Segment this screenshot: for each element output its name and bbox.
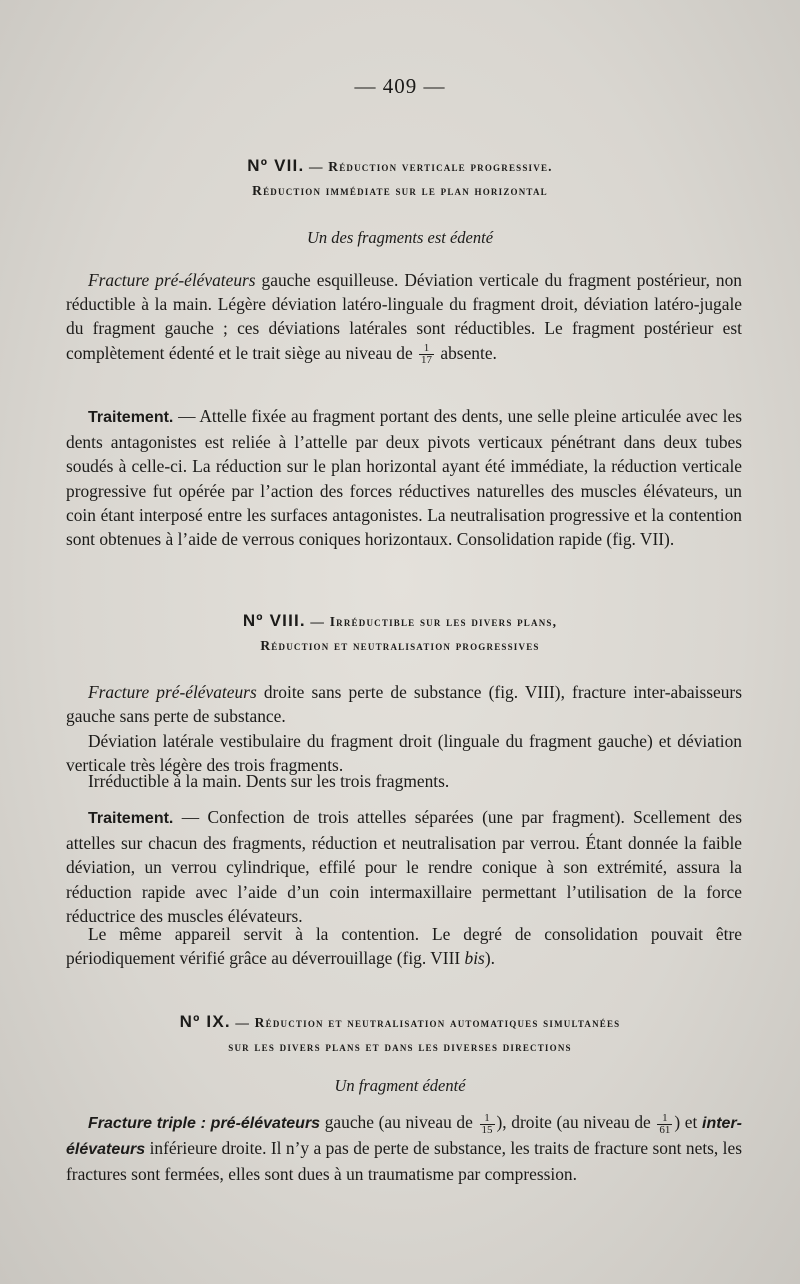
section-9-heading bbox=[0, 1012, 800, 1032]
section-7-paragraph-1: Fracture pré-élévateurs gauche esquilleuse. Déviation verticale du fragment postérieur, non réductible à la main. Légère déviation latéro-linguale du fragment droit, déviation latéro-jugale du fragment gauche ; ces déviations latérales sont réductibles. Le fragment postérieur est complètement édenté et le trait siège au niveau de $\frac{1}{17}$ absente. bbox=[66, 270, 742, 367]
treatment-label: Traitement. bbox=[88, 810, 174, 827]
section-7-number: Nº VII. bbox=[247, 156, 305, 175]
fracture-label: Fracture pré-élévateurs bbox=[88, 270, 256, 290]
fracture-label: Fracture pré-élévateurs bbox=[88, 682, 257, 702]
section-8-paragraph-3: Irréductible à la main. Dents sur les trois fragments. bbox=[88, 771, 450, 791]
section-8-title: — Irréductible sur les divers plans, bbox=[305, 614, 558, 629]
section-8-paragraph-4: Traitement. — Confection de trois attelles séparées (une par fragment). Scellement des attelles sur chacun des fragments, réduction et neutralisation par verrou. Étant donnée la faible déviation, un verrou cylindrique, effilé pour le rendre conique à son extrémité, assura la réduction rapide avec l’aide d’un coin intermaxillaire permettant l’utilisation de la force réductrice des muscles élévateurs. bbox=[66, 807, 742, 926]
section-8-heading bbox=[0, 611, 800, 631]
section-7-subhead: Un des fragments est édenté bbox=[306, 228, 494, 247]
fraction: $\frac{1}{17}$ bbox=[421, 342, 433, 367]
section-9-title: — Réduction et neutralisation automatiques simultanées bbox=[230, 1015, 621, 1030]
section-9-subtitle: sur les divers plans et dans les diverses directions bbox=[228, 1039, 572, 1054]
section-7-title: — Réduction verticale progressive. bbox=[304, 159, 553, 174]
section-9-subhead: Un fragment édenté bbox=[334, 1076, 466, 1095]
fraction: $\frac{1}{15}$ bbox=[481, 1111, 493, 1136]
section-7-paragraph-2: Traitement. — Attelle fixée au fragment portant des dents, une selle pleine articulée avec les dents antagonistes est reliée à l’attelle par deux pivots verticaux pénétrant dans deux tubes soudés à celle-ci. La réduction sur le plan horizontal ayant été immédiate, la réduction verticale progressive fut opérée par l’action des forces réductives naturelles des muscles élévateurs, un coin étant interposé entre les surfaces antagonistes. La neutralisation progressive et la contention sont obtenues à l’aide de verrous coniques horizontaux. Consolidation rapide (fig. VII). bbox=[66, 406, 742, 550]
section-9-number: Nº IX. bbox=[179, 1012, 231, 1031]
section-8-paragraph-1: Fracture pré-élévateurs droite sans perte de substance (fig. VIII), fracture inter-abaisseurs gauche sans perte de substance. bbox=[66, 682, 742, 727]
section-7-heading bbox=[0, 156, 800, 176]
section-9-paragraph-1: Fracture triple : pré-élévateurs gauche (au niveau de $\frac{1}{15}$ ), droite (au niveau de $\frac{1}{61}$ ) et inter-élévateurs inférieure droite. Il n’y a pas de perte de substance, les traits de fracture sont nets, les fractures sont fermées, elles sont dues à un traumatisme par compression. bbox=[66, 1111, 742, 1185]
section-8-paragraph-5: Le même appareil servit à la contention. Le degré de consolidation pouvait être périodiquement vérifié grâce au déverrouillage (fig. VIII bis). bbox=[66, 924, 742, 969]
section-8-number: Nº VIII. bbox=[242, 611, 306, 630]
section-8-paragraph-2: Déviation latérale vestibulaire du fragment droit (linguale du fragment gauche) et déviation verticale très légère des trois fragments. bbox=[66, 731, 742, 776]
treatment-label: Traitement. bbox=[88, 409, 174, 426]
fracture-label: Fracture triple : pré-élévateurs bbox=[88, 1115, 321, 1132]
fraction: $\frac{1}{61}$ bbox=[659, 1111, 671, 1136]
section-8-subtitle: Réduction et neutralisation progressives bbox=[260, 638, 540, 653]
section-7-subtitle: Réduction immédiate sur le plan horizontal bbox=[252, 183, 548, 198]
page-number: — 409 — bbox=[354, 74, 446, 98]
